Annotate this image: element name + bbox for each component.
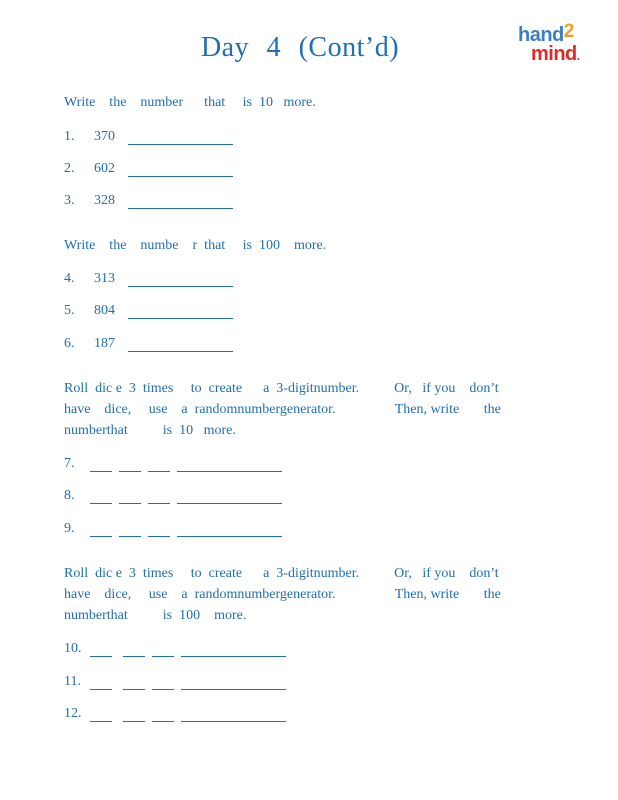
- answer-blank[interactable]: [128, 337, 233, 352]
- digit-blank[interactable]: [123, 707, 145, 722]
- question-number: 4.: [64, 271, 75, 286]
- digit-blank[interactable]: [119, 489, 141, 504]
- question-number: 6.: [64, 336, 75, 351]
- section4-instruction-line2: have dice, use a randomnumbergenerator. Then, write the: [64, 587, 501, 602]
- question-number: 5.: [64, 303, 75, 318]
- question-number: 12.: [64, 706, 82, 721]
- question-value: 187: [94, 336, 115, 351]
- digit-blank[interactable]: [152, 642, 174, 657]
- answer-blank[interactable]: [181, 675, 286, 690]
- digit-blank[interactable]: [152, 707, 174, 722]
- question-value: 602: [94, 161, 115, 176]
- answer-blank[interactable]: [177, 522, 282, 537]
- answer-blank[interactable]: [181, 707, 286, 722]
- section4-instruction-line3: numberthat is 100 more.: [64, 608, 247, 623]
- question-9: [64, 521, 282, 537]
- answer-blank[interactable]: [181, 642, 286, 657]
- section3-instruction-line2: have dice, use a randomnumbergenerator. Then, write the: [64, 402, 501, 417]
- question-value: 328: [94, 193, 115, 208]
- answer-blank[interactable]: [177, 457, 282, 472]
- digit-blank[interactable]: [148, 522, 170, 537]
- answer-blank[interactable]: [128, 162, 233, 177]
- digit-blank[interactable]: [90, 522, 112, 537]
- question-number: 8.: [64, 488, 75, 503]
- question-number: 9.: [64, 521, 75, 536]
- question-7: [64, 456, 282, 472]
- question-12: [64, 706, 286, 722]
- page-title: Day 4 (Cont’d): [200, 32, 400, 63]
- question-5: [64, 303, 233, 319]
- digit-blank[interactable]: [148, 489, 170, 504]
- hand2mind-logo: [518, 21, 598, 70]
- answer-blank[interactable]: [128, 304, 233, 319]
- question-number: 1.: [64, 129, 75, 144]
- digit-blank[interactable]: [152, 675, 174, 690]
- question-number: 10.: [64, 641, 82, 656]
- question-number: 3.: [64, 193, 75, 208]
- question-value: 804: [94, 303, 115, 318]
- section4-instruction-line1: Roll dic e 3 times to create a 3-digitnumber. Or, if you don’t: [64, 566, 499, 581]
- answer-blank[interactable]: [177, 489, 282, 504]
- digit-blank[interactable]: [148, 457, 170, 472]
- digit-blank[interactable]: [123, 675, 145, 690]
- digit-blank[interactable]: [90, 675, 112, 690]
- question-number: 11.: [64, 674, 81, 689]
- digit-blank[interactable]: [119, 457, 141, 472]
- section3-instruction-line3: numberthat is 10 more.: [64, 423, 236, 438]
- question-number: 7.: [64, 456, 75, 471]
- logo-word-hand: hand: [518, 24, 564, 46]
- digit-blank[interactable]: [119, 522, 141, 537]
- digit-blank[interactable]: [90, 642, 112, 657]
- answer-blank[interactable]: [128, 130, 233, 145]
- question-value: 313: [94, 271, 115, 286]
- question-10: [64, 641, 286, 657]
- question-2: [64, 161, 233, 177]
- question-8: [64, 488, 282, 504]
- logo-number-2: 2: [563, 21, 574, 42]
- section1-instruction: Write the number that is 10 more.: [64, 95, 316, 110]
- logo-dot: .: [576, 49, 580, 63]
- section3-instruction-line1: Roll dic e 3 times to create a 3-digitnumber. Or, if you don’t: [64, 381, 499, 396]
- question-value: 370: [94, 129, 115, 144]
- question-4: [64, 271, 233, 287]
- answer-blank[interactable]: [128, 272, 233, 287]
- digit-blank[interactable]: [123, 642, 145, 657]
- question-3: [64, 193, 233, 209]
- question-6: [64, 336, 233, 352]
- digit-blank[interactable]: [90, 489, 112, 504]
- question-11: [64, 674, 286, 690]
- digit-blank[interactable]: [90, 707, 112, 722]
- digit-blank[interactable]: [90, 457, 112, 472]
- answer-blank[interactable]: [128, 194, 233, 209]
- section2-instruction: Write the numbe r that is 100 more.: [64, 238, 327, 253]
- question-number: 2.: [64, 161, 75, 176]
- question-1: [64, 129, 233, 145]
- logo-word-mind: mind: [531, 43, 577, 65]
